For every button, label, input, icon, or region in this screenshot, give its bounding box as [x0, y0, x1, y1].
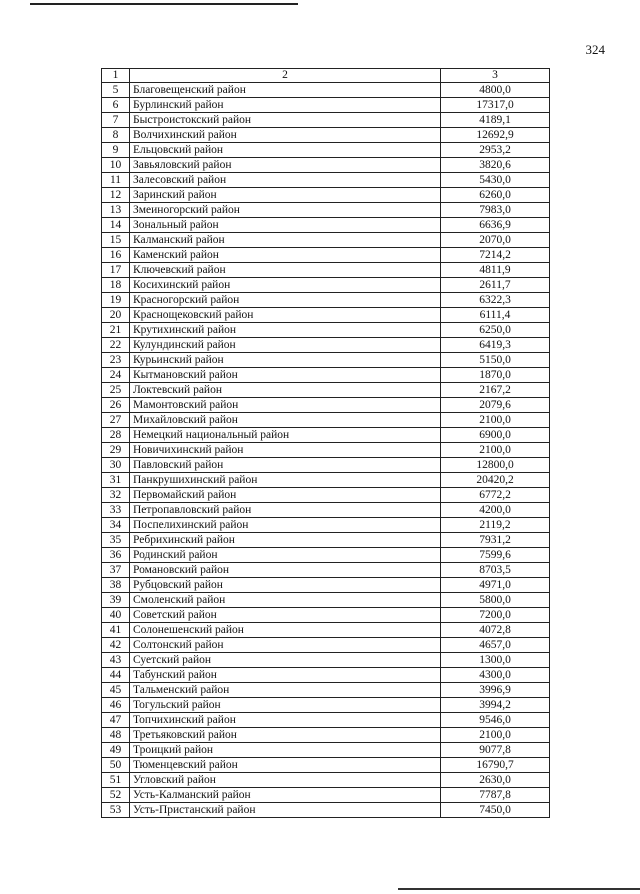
table-row — [102, 593, 550, 608]
amount-value: 7931,2 — [441, 533, 550, 548]
row-number: 31 — [102, 473, 130, 488]
amount-value: 6250,0 — [441, 323, 550, 338]
district-name: Петропавловский район — [130, 503, 441, 518]
bottom-scan-rule — [398, 888, 640, 890]
row-number: 41 — [102, 623, 130, 638]
amount-value: 6419,3 — [441, 338, 550, 353]
table-row — [102, 353, 550, 368]
district-name: Первомайский район — [130, 488, 441, 503]
district-name: Кытмановский район — [130, 368, 441, 383]
amount-value: 6322,3 — [441, 293, 550, 308]
table-row — [102, 383, 550, 398]
table-row — [102, 218, 550, 233]
district-name: Кулундинский район — [130, 338, 441, 353]
district-name: Тюменцевский район — [130, 758, 441, 773]
district-name: Калманский район — [130, 233, 441, 248]
district-name: Мамонтовский район — [130, 398, 441, 413]
district-name: Усть-Калманский район — [130, 788, 441, 803]
row-number: 21 — [102, 323, 130, 338]
district-name: Табунский район — [130, 668, 441, 683]
row-number: 11 — [102, 173, 130, 188]
amount-value: 5150,0 — [441, 353, 550, 368]
district-name: Третьяковский район — [130, 728, 441, 743]
table-row — [102, 698, 550, 713]
table-row — [102, 143, 550, 158]
row-number: 10 — [102, 158, 130, 173]
row-number: 17 — [102, 263, 130, 278]
amount-value: 6636,9 — [441, 218, 550, 233]
table-row — [102, 713, 550, 728]
district-name: Бурлинский район — [130, 98, 441, 113]
amount-value: 2611,7 — [441, 278, 550, 293]
table-row — [102, 398, 550, 413]
table-row — [102, 488, 550, 503]
district-name: Змеиногорский район — [130, 203, 441, 218]
table-row — [102, 578, 550, 593]
amount-value: 4072,8 — [441, 623, 550, 638]
district-name: Рубцовский район — [130, 578, 441, 593]
table-row — [102, 308, 550, 323]
table-row — [102, 443, 550, 458]
table-row — [102, 623, 550, 638]
district-name: Ельцовский район — [130, 143, 441, 158]
row-number: 34 — [102, 518, 130, 533]
row-number: 45 — [102, 683, 130, 698]
amount-value: 2100,0 — [441, 443, 550, 458]
table-row — [102, 293, 550, 308]
district-name: Панкрушихинский район — [130, 473, 441, 488]
district-name: Красногорский район — [130, 293, 441, 308]
district-name: Краснощековский район — [130, 308, 441, 323]
table-row — [102, 503, 550, 518]
table-row — [102, 338, 550, 353]
amount-value: 6260,0 — [441, 188, 550, 203]
row-number: 8 — [102, 128, 130, 143]
row-number: 9 — [102, 143, 130, 158]
table-row — [102, 773, 550, 788]
district-name: Ребрихинский район — [130, 533, 441, 548]
row-number: 7 — [102, 113, 130, 128]
amount-value: 4811,9 — [441, 263, 550, 278]
district-name: Угловский район — [130, 773, 441, 788]
table-row — [102, 728, 550, 743]
district-name: Заринский район — [130, 188, 441, 203]
amount-value: 4971,0 — [441, 578, 550, 593]
row-number: 6 — [102, 98, 130, 113]
row-number: 30 — [102, 458, 130, 473]
table-row — [102, 788, 550, 803]
amount-value: 3820,6 — [441, 158, 550, 173]
amount-value: 1870,0 — [441, 368, 550, 383]
amount-value: 7200,0 — [441, 608, 550, 623]
amount-value: 9077,8 — [441, 743, 550, 758]
amount-value: 2167,2 — [441, 383, 550, 398]
amount-value: 2079,6 — [441, 398, 550, 413]
row-number: 27 — [102, 413, 130, 428]
amount-value: 7983,0 — [441, 203, 550, 218]
district-name: Родинский район — [130, 548, 441, 563]
amount-value: 2953,2 — [441, 143, 550, 158]
row-number: 52 — [102, 788, 130, 803]
amount-value: 4200,0 — [441, 503, 550, 518]
district-name: Зональный район — [130, 218, 441, 233]
table-row — [102, 248, 550, 263]
row-number: 14 — [102, 218, 130, 233]
table-row — [102, 158, 550, 173]
row-number: 25 — [102, 383, 130, 398]
district-name: Волчихинский район — [130, 128, 441, 143]
district-name: Усть-Пристанский район — [130, 803, 441, 818]
row-number: 12 — [102, 188, 130, 203]
amount-value: 2100,0 — [441, 728, 550, 743]
district-name: Быстроистокский район — [130, 113, 441, 128]
district-name: Завьяловский район — [130, 158, 441, 173]
table-row — [102, 203, 550, 218]
table-row — [102, 428, 550, 443]
district-name: Троицкий район — [130, 743, 441, 758]
amount-value: 20420,2 — [441, 473, 550, 488]
row-number: 29 — [102, 443, 130, 458]
top-scan-rule — [30, 3, 298, 5]
row-number: 18 — [102, 278, 130, 293]
district-name: Ключевский район — [130, 263, 441, 278]
district-name: Каменский район — [130, 248, 441, 263]
amount-value: 8703,5 — [441, 563, 550, 578]
district-name: Солонешенский район — [130, 623, 441, 638]
row-number: 16 — [102, 248, 130, 263]
row-number: 39 — [102, 593, 130, 608]
table-row — [102, 413, 550, 428]
table-row — [102, 653, 550, 668]
district-name: Благовещенский район — [130, 83, 441, 98]
row-number: 40 — [102, 608, 130, 623]
amount-value: 7214,2 — [441, 248, 550, 263]
row-number: 42 — [102, 638, 130, 653]
amount-value: 7599,6 — [441, 548, 550, 563]
district-name: Смоленский район — [130, 593, 441, 608]
table-row — [102, 173, 550, 188]
row-number: 46 — [102, 698, 130, 713]
amount-value: 2070,0 — [441, 233, 550, 248]
amount-value: 5800,0 — [441, 593, 550, 608]
amount-value: 7787,8 — [441, 788, 550, 803]
row-number: 33 — [102, 503, 130, 518]
amount-value: 2100,0 — [441, 413, 550, 428]
row-number: 38 — [102, 578, 130, 593]
amount-value: 6900,0 — [441, 428, 550, 443]
table-row — [102, 638, 550, 653]
district-name: Топчихинский район — [130, 713, 441, 728]
row-number: 53 — [102, 803, 130, 818]
table-row — [102, 758, 550, 773]
row-number: 13 — [102, 203, 130, 218]
header-col-1: 1 — [102, 69, 130, 83]
row-number: 51 — [102, 773, 130, 788]
row-number: 22 — [102, 338, 130, 353]
table-row — [102, 548, 550, 563]
amount-value: 4800,0 — [441, 83, 550, 98]
table-row — [102, 98, 550, 113]
district-name: Курьинский район — [130, 353, 441, 368]
district-name: Романовский район — [130, 563, 441, 578]
district-name: Солтонский район — [130, 638, 441, 653]
district-name: Тальменский район — [130, 683, 441, 698]
row-number: 26 — [102, 398, 130, 413]
row-number: 47 — [102, 713, 130, 728]
amount-value: 2630,0 — [441, 773, 550, 788]
district-name: Павловский район — [130, 458, 441, 473]
amount-value: 9546,0 — [441, 713, 550, 728]
row-number: 37 — [102, 563, 130, 578]
row-number: 24 — [102, 368, 130, 383]
row-number: 32 — [102, 488, 130, 503]
row-number: 50 — [102, 758, 130, 773]
amount-value: 3996,9 — [441, 683, 550, 698]
amount-value: 2119,2 — [441, 518, 550, 533]
district-name: Суетский район — [130, 653, 441, 668]
table-row — [102, 683, 550, 698]
amount-value: 6772,2 — [441, 488, 550, 503]
row-number: 36 — [102, 548, 130, 563]
row-number: 23 — [102, 353, 130, 368]
district-name: Поспелихинский район — [130, 518, 441, 533]
table-row — [102, 608, 550, 623]
page-number: 324 — [585, 42, 605, 57]
amount-value: 5430,0 — [441, 173, 550, 188]
amount-value: 4189,1 — [441, 113, 550, 128]
district-name: Новичихинский район — [130, 443, 441, 458]
district-name: Крутихинский район — [130, 323, 441, 338]
amount-value: 3994,2 — [441, 698, 550, 713]
table-row — [102, 743, 550, 758]
table-row — [102, 83, 550, 98]
amount-value: 6111,4 — [441, 308, 550, 323]
table-row — [102, 233, 550, 248]
table-row — [102, 323, 550, 338]
amount-value: 12692,9 — [441, 128, 550, 143]
amount-value: 12800,0 — [441, 458, 550, 473]
table-row — [102, 563, 550, 578]
amount-value: 17317,0 — [441, 98, 550, 113]
amount-value: 4300,0 — [441, 668, 550, 683]
table-row — [102, 278, 550, 293]
table-row — [102, 458, 550, 473]
row-number: 48 — [102, 728, 130, 743]
table-row — [102, 668, 550, 683]
district-name: Немецкий национальный район — [130, 428, 441, 443]
district-name: Советский район — [130, 608, 441, 623]
table-row — [102, 533, 550, 548]
table-row — [102, 188, 550, 203]
table-row — [102, 803, 550, 818]
row-number: 43 — [102, 653, 130, 668]
row-number: 5 — [102, 83, 130, 98]
amount-value: 7450,0 — [441, 803, 550, 818]
district-name: Косихинский район — [130, 278, 441, 293]
district-name: Локтевский район — [130, 383, 441, 398]
table-row — [102, 473, 550, 488]
table-row — [102, 368, 550, 383]
row-number: 15 — [102, 233, 130, 248]
amount-value: 1300,0 — [441, 653, 550, 668]
row-number: 44 — [102, 668, 130, 683]
row-number: 35 — [102, 533, 130, 548]
table-body — [102, 83, 550, 818]
district-name: Залесовский район — [130, 173, 441, 188]
table-row — [102, 518, 550, 533]
row-number: 20 — [102, 308, 130, 323]
table-header-row — [102, 69, 550, 83]
district-table — [101, 68, 550, 818]
amount-value: 4657,0 — [441, 638, 550, 653]
header-col-2: 2 — [130, 69, 441, 83]
table-row — [102, 263, 550, 278]
row-number: 19 — [102, 293, 130, 308]
table-row — [102, 128, 550, 143]
row-number: 28 — [102, 428, 130, 443]
table-row — [102, 113, 550, 128]
district-name: Михайловский район — [130, 413, 441, 428]
amount-value: 16790,7 — [441, 758, 550, 773]
header-col-3: 3 — [441, 69, 550, 83]
row-number: 49 — [102, 743, 130, 758]
district-name: Тогульский район — [130, 698, 441, 713]
